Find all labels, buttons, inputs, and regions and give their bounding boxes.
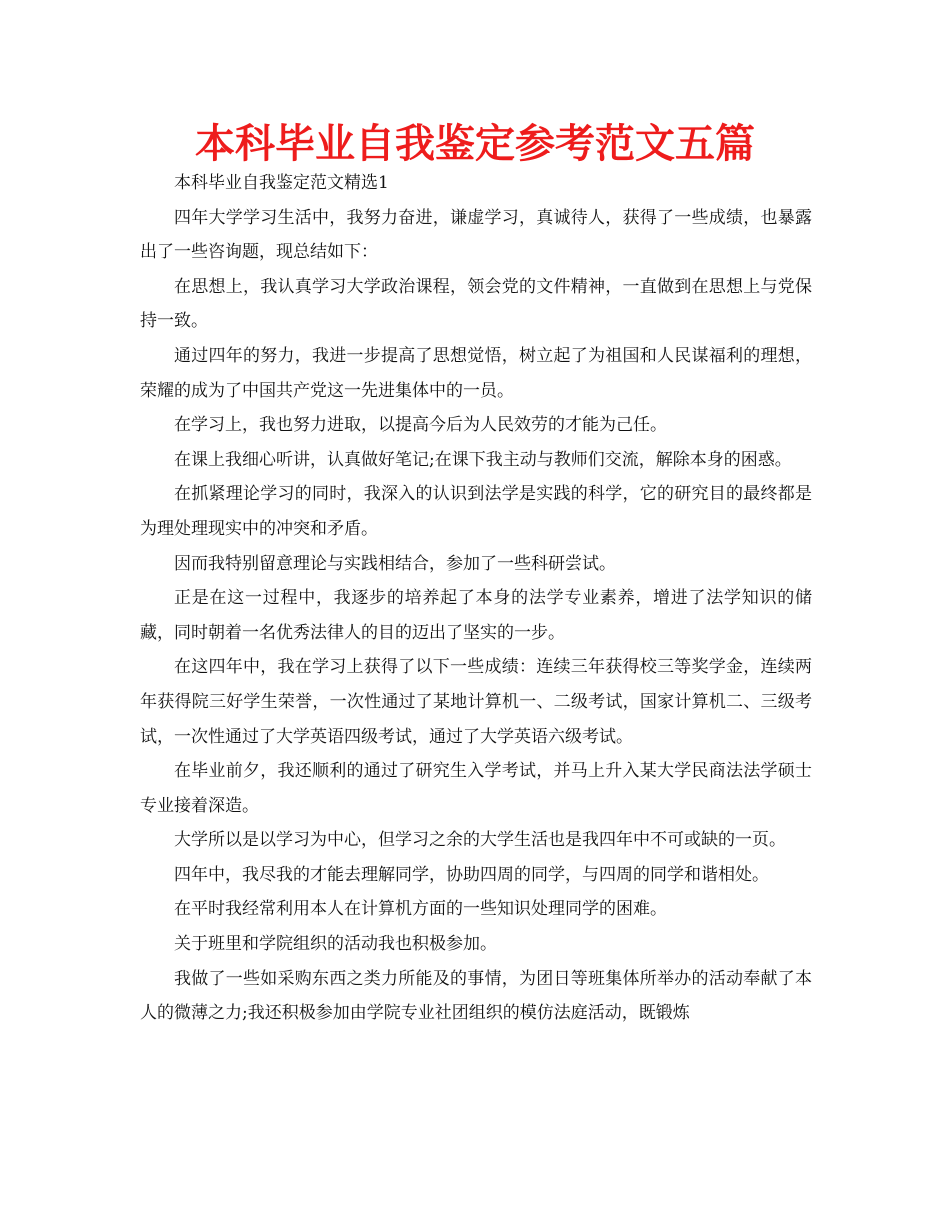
- paragraph: 在这四年中，我在学习上获得了以下一些成绩：连续三年获得校三等奖学金，连续两年获得院三好学生荣誉，一次性通过了某地计算机一、二级考试，国家计算机二、三级考试，一次性通过了大学英语四级考试，通过了大学英语六级考试。: [140, 657, 812, 747]
- paragraph: 在思想上，我认真学习大学政治课程，领会党的文件精神，一直做到在思想上与党保持一致。: [140, 276, 812, 332]
- paragraph: 在课上我细心听讲，认真做好笔记;在课下我主动与教师们交流，解除本身的困惑。: [174, 449, 792, 470]
- paragraph: 我做了一些如采购东西之类力所能及的事情，为团日等班集体所举办的活动奉献了本人的微薄之力;我还积极参加由学院专业社团组织的模仿法庭活动，既锻炼: [140, 968, 812, 1024]
- paragraph: 通过四年的努力，我进一步提高了思想觉悟，树立起了为祖国和人民谋福利的理想，荣耀的成为了中国共产党这一先进集体中的一员。: [140, 345, 812, 401]
- paragraph: 在平时我经常利用本人在计算机方面的一些知识处理同学的困难。: [174, 899, 667, 920]
- paragraph: 在学习上，我也努力进取，以提高今后为人民效劳的才能为己任。: [174, 415, 667, 436]
- paragraph: 关于班里和学院组织的活动我也积极参加。: [174, 934, 497, 955]
- paragraph: 在抓紧理论学习的同时，我深入的认识到法学是实践的科学，它的研究目的最终都是为理处理现实中的冲突和矛盾。: [140, 484, 812, 539]
- paragraph: 因而我特别留意理论与实践相结合，参加了一些科研尝试。: [174, 553, 616, 574]
- document-body: [140, 166, 812, 1031]
- paragraph: 在毕业前夕，我还顺利的通过了研究生入学考试，并马上升入某大学民商法法学硕士专业接着深造。: [140, 761, 812, 816]
- document-title: 本科毕业自我鉴定参考范文五篇: [195, 121, 755, 167]
- paragraph: 正是在这一过程中，我逐步的培养起了本身的法学专业素养，增进了法学知识的储藏，同时朝着一名优秀法律人的目的迈出了坚实的一步。: [140, 588, 812, 643]
- paragraph: 四年中，我尽我的才能去理解同学，协助四周的同学，与四周的同学和谐相处。: [174, 864, 769, 885]
- paragraph: 四年大学学习生活中，我努力奋进，谦虚学习，真诚待人，获得了一些成绩，也暴露出了一些咨询题，现总结如下：: [140, 207, 812, 263]
- paragraph-heading: 本科毕业自我鉴定范文精选1: [174, 173, 389, 193]
- paragraph: 大学所以是以学习为中心，但学习之余的大学生活也是我四年中不可或缺的一页。: [174, 830, 786, 851]
